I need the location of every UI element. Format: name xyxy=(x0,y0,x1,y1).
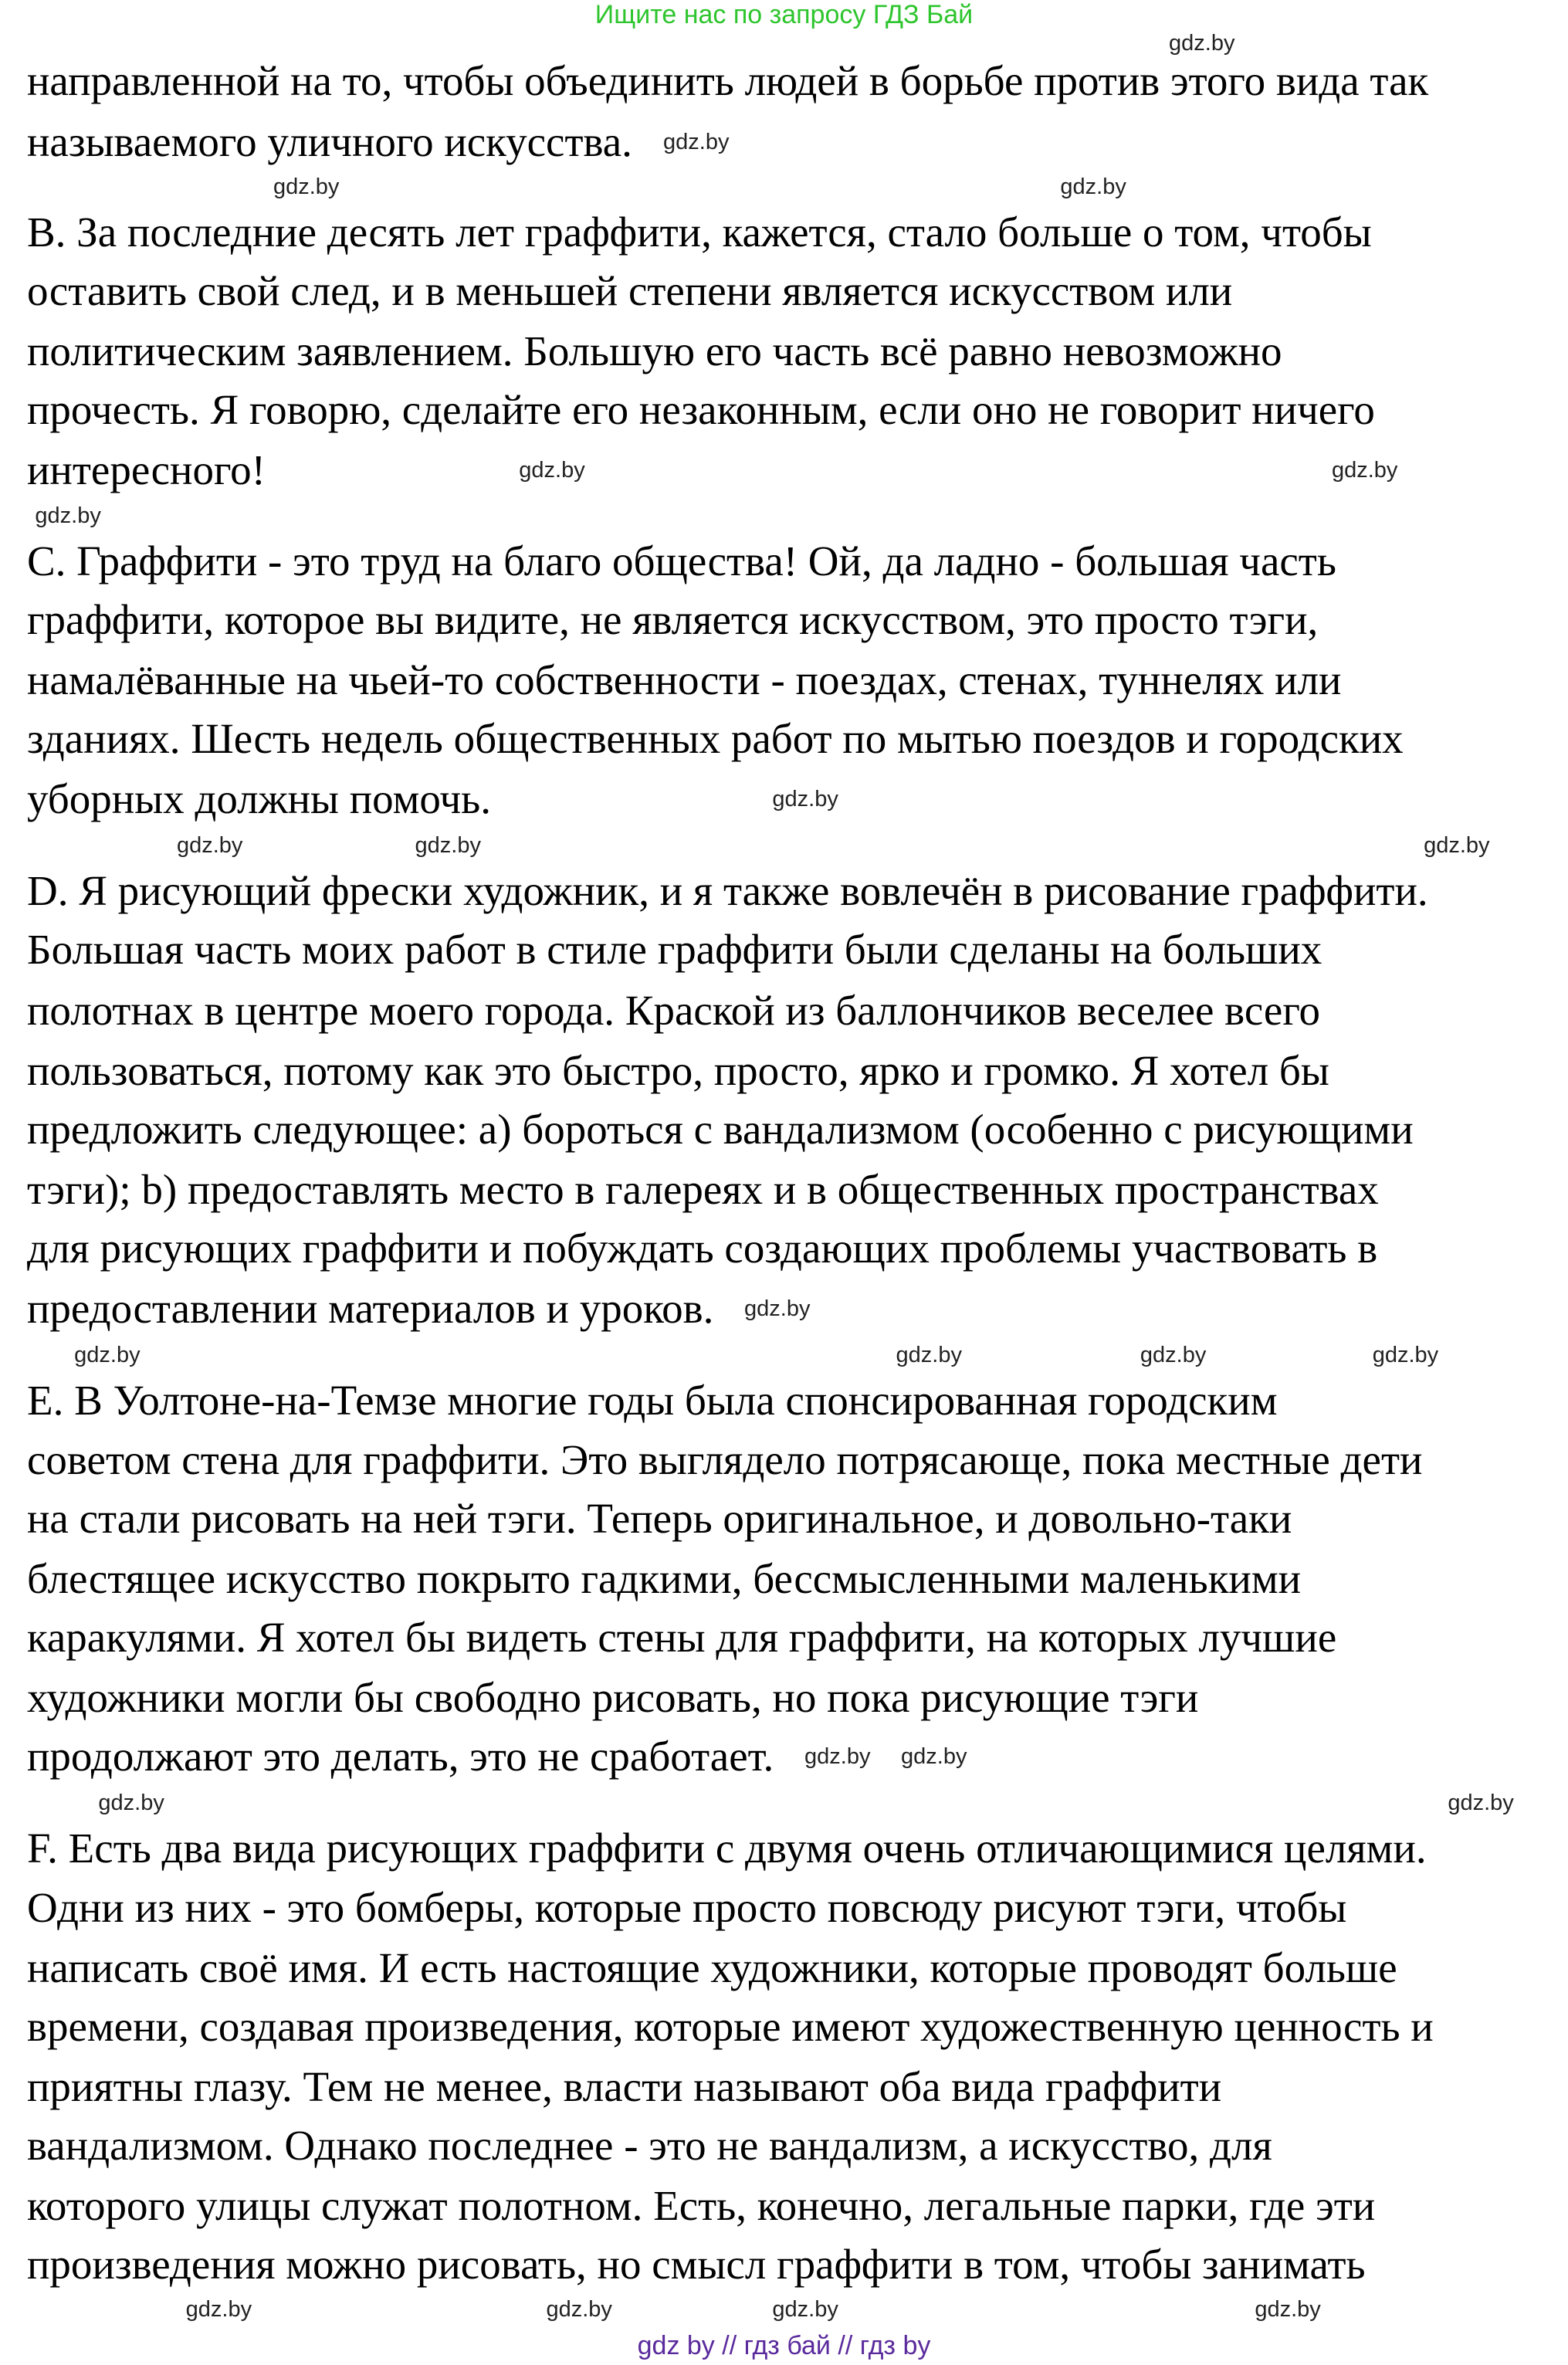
text-line: приятны глазу. Тем не менее, власти называют оба вида граффити xyxy=(27,2062,1222,2110)
watermark: gdz.by xyxy=(546,2297,612,2323)
text-line: вандализмом. Однако последнее - это не вандализм, а искусство, для xyxy=(27,2122,1272,2170)
watermark: gdz.by xyxy=(1255,2297,1321,2323)
text-line: оставить свой след, и в меньшей степени является искусством или xyxy=(27,266,1233,314)
watermark: gdz.by xyxy=(1372,1342,1439,1367)
text-line: на стали рисовать на ней тэги. Теперь оригинальное, и довольно-таки xyxy=(27,1494,1292,1542)
text-line: предоставлении материалов и уроков. xyxy=(27,1285,714,1333)
watermark: gdz.by xyxy=(1060,174,1126,200)
watermark: gdz.by xyxy=(273,174,340,200)
text-line: предложить следующее: a) бороться с вандализмом (особенно с рисующими xyxy=(27,1105,1414,1153)
text-line: F. Есть два вида рисующих граффити с двумя очень отличающимися целями. xyxy=(27,1825,1427,1872)
watermark: gdz.by xyxy=(1169,31,1235,56)
footer-links: gdz by // гдз бай // гдз by xyxy=(637,2331,931,2360)
text-line: продолжают это делать, это не сработает. xyxy=(27,1733,774,1781)
text-line: C. Граффити - это труд на благо общества! Ой, да ладно - большая часть xyxy=(27,537,1336,584)
text-line: направленной на то, чтобы объединить людей в борьбе против этого вида так xyxy=(27,57,1429,105)
text-line: полотнах в центре моего города. Краской из баллончиков веселее всего xyxy=(27,986,1321,1034)
watermark: gdz.by xyxy=(415,832,481,858)
watermark: gdz.by xyxy=(663,129,730,154)
text-line: для рисующих граффити и побуждать создающих проблемы участвовать в xyxy=(27,1225,1378,1272)
watermark: gdz.by xyxy=(1448,1790,1514,1815)
text-line: которого улицы служат полотном. Есть, конечно, легальные парки, где эти xyxy=(27,2182,1376,2230)
text-line: Одни из них - это бомберы, которые просто повсюду рисуют тэги, чтобы xyxy=(27,1883,1347,1931)
text-line: зданиях. Шесть недель общественных работ по мытью поездов и городских xyxy=(27,714,1404,762)
text-line: намалёванные на чьей-то собственности - поездах, стенах, туннелях или xyxy=(27,656,1342,703)
watermark: gdz.by xyxy=(35,503,101,528)
text-line: времени, создавая произведения, которые имеют художественную ценность и xyxy=(27,2002,1434,2050)
text-line: D. Я рисующий фрески художник, и я также вовлечён в рисование граффити. xyxy=(27,867,1428,915)
text-line: B. За последние десять лет граффити, кажется, стало больше о том, чтобы xyxy=(27,208,1372,256)
text-line: произведения можно рисовать, но смысл граффити в том, чтобы занимать xyxy=(27,2241,1366,2289)
watermark: gdz.by xyxy=(98,1790,164,1815)
text-line: тэги); b) предоставлять место в галереях и в общественных пространствах xyxy=(27,1165,1379,1213)
watermark: gdz.by xyxy=(1424,832,1490,858)
text-line: Большая часть моих работ в стиле граффити были сделаны на больших xyxy=(27,926,1322,974)
watermark: gdz.by xyxy=(744,1296,811,1322)
text-line: граффити, которое вы видите, не является искусством, это просто тэги, xyxy=(27,595,1319,643)
text-line: каракулями. Я хотел бы видеть стены для граффити, на которых лучшие xyxy=(27,1613,1337,1661)
watermark: gdz.by xyxy=(804,1744,871,1770)
text-line: пользоваться, потому как это быстро, просто, ярко и громко. Я хотел бы xyxy=(27,1046,1329,1094)
watermark: gdz.by xyxy=(519,458,585,483)
search-hint-banner: Ищите нас по запросу ГДЗ Бай xyxy=(594,0,974,29)
watermark: gdz.by xyxy=(185,2297,252,2323)
text-line: написать своё имя. И есть настоящие художники, которые проводят больше xyxy=(27,1943,1397,1991)
text-line: художники могли бы свободно рисовать, но пока рисующие тэги xyxy=(27,1674,1199,1722)
watermark: gdz.by xyxy=(1331,458,1398,483)
text-line: называемого уличного искусства. xyxy=(27,117,632,165)
watermark: gdz.by xyxy=(772,787,838,812)
text-line: политическим заявлением. Большую его часть всё равно невозможно xyxy=(27,327,1282,375)
watermark: gdz.by xyxy=(176,832,243,858)
text-line: E. В Уолтоне-на-Темзе многие годы была спонсированная городским xyxy=(27,1377,1278,1425)
watermark: gdz.by xyxy=(901,1744,967,1770)
watermark: gdz.by xyxy=(74,1342,141,1367)
watermark: gdz.by xyxy=(772,2297,838,2323)
text-line: блестящее искусство покрыто гадкими, бессмысленными маленькими xyxy=(27,1554,1302,1602)
text-line: уборных должны помочь. xyxy=(27,775,491,823)
text-line: прочесть. Я говорю, сделайте его незаконным, если оно не говорит ничего xyxy=(27,386,1375,434)
watermark: gdz.by xyxy=(896,1342,962,1367)
text-line: советом стена для граффити. Это выглядело потрясающе, пока местные дети xyxy=(27,1435,1423,1483)
watermark: gdz.by xyxy=(1140,1342,1207,1367)
text-line: интересного! xyxy=(27,446,266,494)
